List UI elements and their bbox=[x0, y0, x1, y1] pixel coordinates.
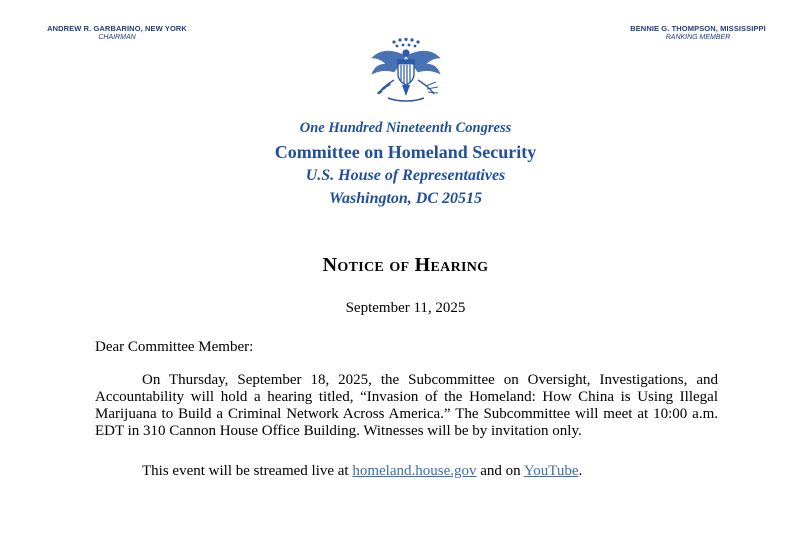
stream-prefix: This event will be streamed live at bbox=[142, 463, 353, 479]
hearing-description: On Thursday, September 18, 2025, the Subcommittee on Oversight, Investigations, and Accountability will hold a hearing titled, “Invasion of the Homeland: How China is Using Illegal Marijuana to Build a Criminal Network Across America.” The Subcommittee will meet at 10:00 a.m. EDT in 310 Cannon House Office Building. Witnesses will be by invitation only. bbox=[95, 372, 718, 439]
stream-middle: and on bbox=[476, 463, 524, 479]
youtube-link[interactable]: YouTube bbox=[523, 463, 579, 479]
eagle-seal-icon bbox=[364, 36, 448, 108]
ranking-member-block bbox=[623, 24, 773, 42]
notice-title: Notice of Hearing bbox=[322, 254, 489, 276]
ranking-member-name: BENNIE G. THOMPSON, MISSISSIPPI bbox=[630, 24, 766, 33]
chairman-block bbox=[42, 24, 192, 42]
letterhead-house: U.S. House of Representatives bbox=[305, 167, 506, 184]
notice-date: September 11, 2025 bbox=[345, 300, 466, 316]
chairman-name: ANDREW R. GARBARINO, NEW YORK bbox=[47, 24, 187, 33]
salutation: Dear Committee Member: bbox=[95, 339, 254, 355]
ranking-member-title: RANKING MEMBER bbox=[665, 34, 731, 41]
homeland-website-link[interactable]: homeland.house.gov bbox=[352, 463, 477, 479]
letterhead-committee: Committee on Homeland Security bbox=[274, 142, 537, 162]
stream-suffix: . bbox=[578, 463, 583, 479]
chairman-title: CHAIRMAN bbox=[98, 34, 136, 41]
letterhead-address: Washington, DC 20515 bbox=[328, 190, 483, 207]
stream-notice bbox=[142, 463, 582, 480]
letterhead-congress: One Hundred Nineteenth Congress bbox=[299, 120, 512, 136]
